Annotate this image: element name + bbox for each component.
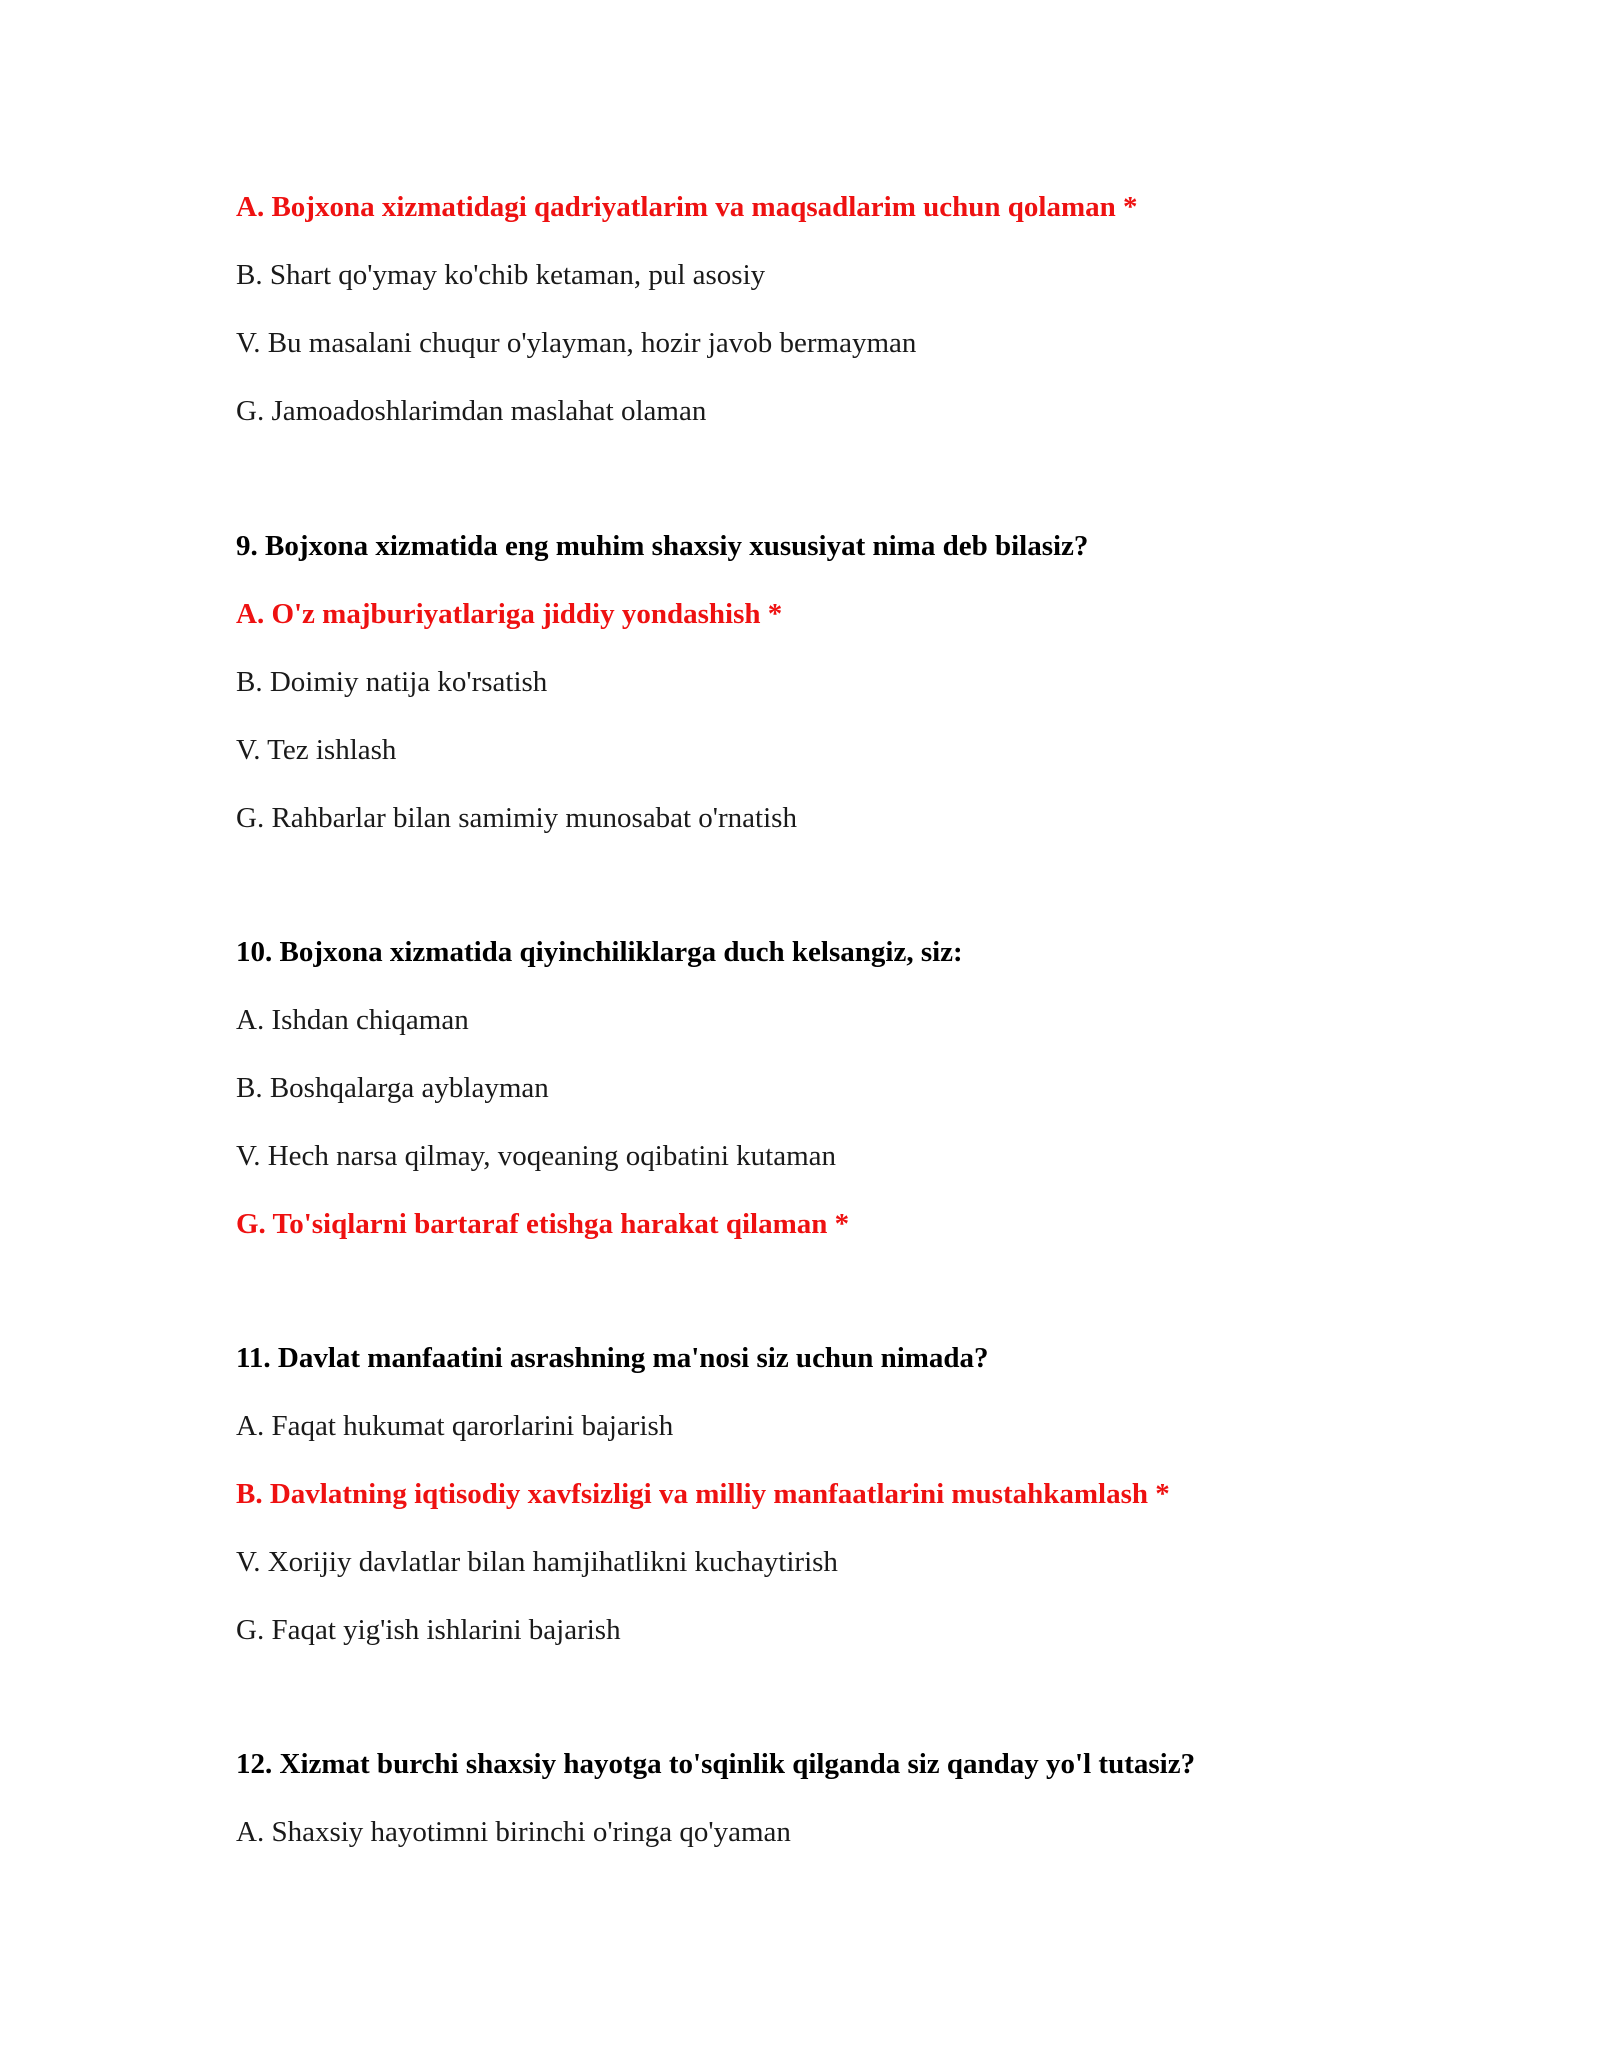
answer-option: V. Tez ishlash [236,734,397,766]
answer-correct: G. To'siqlarni bartaraf etishga harakat qilaman * [236,1208,850,1240]
answer-option: G. Jamoadoshlarimdan maslahat olaman [236,395,707,427]
answer-option: A. Shaxsiy hayotimni birinchi o'ringa qo'yaman [236,1816,791,1848]
answer-option: B. Shart qo'ymay ko'chib ketaman, pul asosiy [236,259,766,291]
answer-option: G. Faqat yig'ish ishlarini bajarish [236,1614,621,1646]
answer-option: A. Ishdan chiqaman [236,1004,469,1036]
answer-option: B. Doimiy natija ko'rsatish [236,666,548,698]
question-9-text: 9. Bojxona xizmatida eng muhim shaxsiy xususiyat nima deb bilasiz? [236,530,1089,562]
answer-option: V. Hech narsa qilmay, voqeaning oqibatini kutaman [236,1140,836,1172]
question-10-text: 10. Bojxona xizmatida qiyinchiliklarga duch kelsangiz, siz: [236,936,963,968]
answer-option: V. Xorijiy davlatlar bilan hamjihatlikni kuchaytirish [236,1546,838,1578]
question-12-text: 12. Xizmat burchi shaxsiy hayotga to'sqinlik qilganda siz qanday yo'l tutasiz? [236,1748,1196,1780]
answer-option: V. Bu masalani chuqur o'ylayman, hozir javob bermayman [236,327,917,359]
answer-correct: A. O'z majburiyatlariga jiddiy yondashish * [236,598,783,630]
answer-option: B. Boshqalarga ayblayman [236,1072,549,1104]
question-11-text: 11. Davlat manfaatini asrashning ma'nosi siz uchun nimada? [236,1342,989,1374]
answer-correct: B. Davlatning iqtisodiy xavfsizligi va milliy manfaatlarini mustahkamlash * [236,1478,1170,1510]
answer-option: G. Rahbarlar bilan samimiy munosabat o'rnatish [236,802,797,834]
answer-option: A. Faqat hukumat qarorlarini bajarish [236,1410,674,1442]
answer-correct: A. Bojxona xizmatidagi qadriyatlarim va maqsadlarim uchun qolaman * [236,191,1138,223]
